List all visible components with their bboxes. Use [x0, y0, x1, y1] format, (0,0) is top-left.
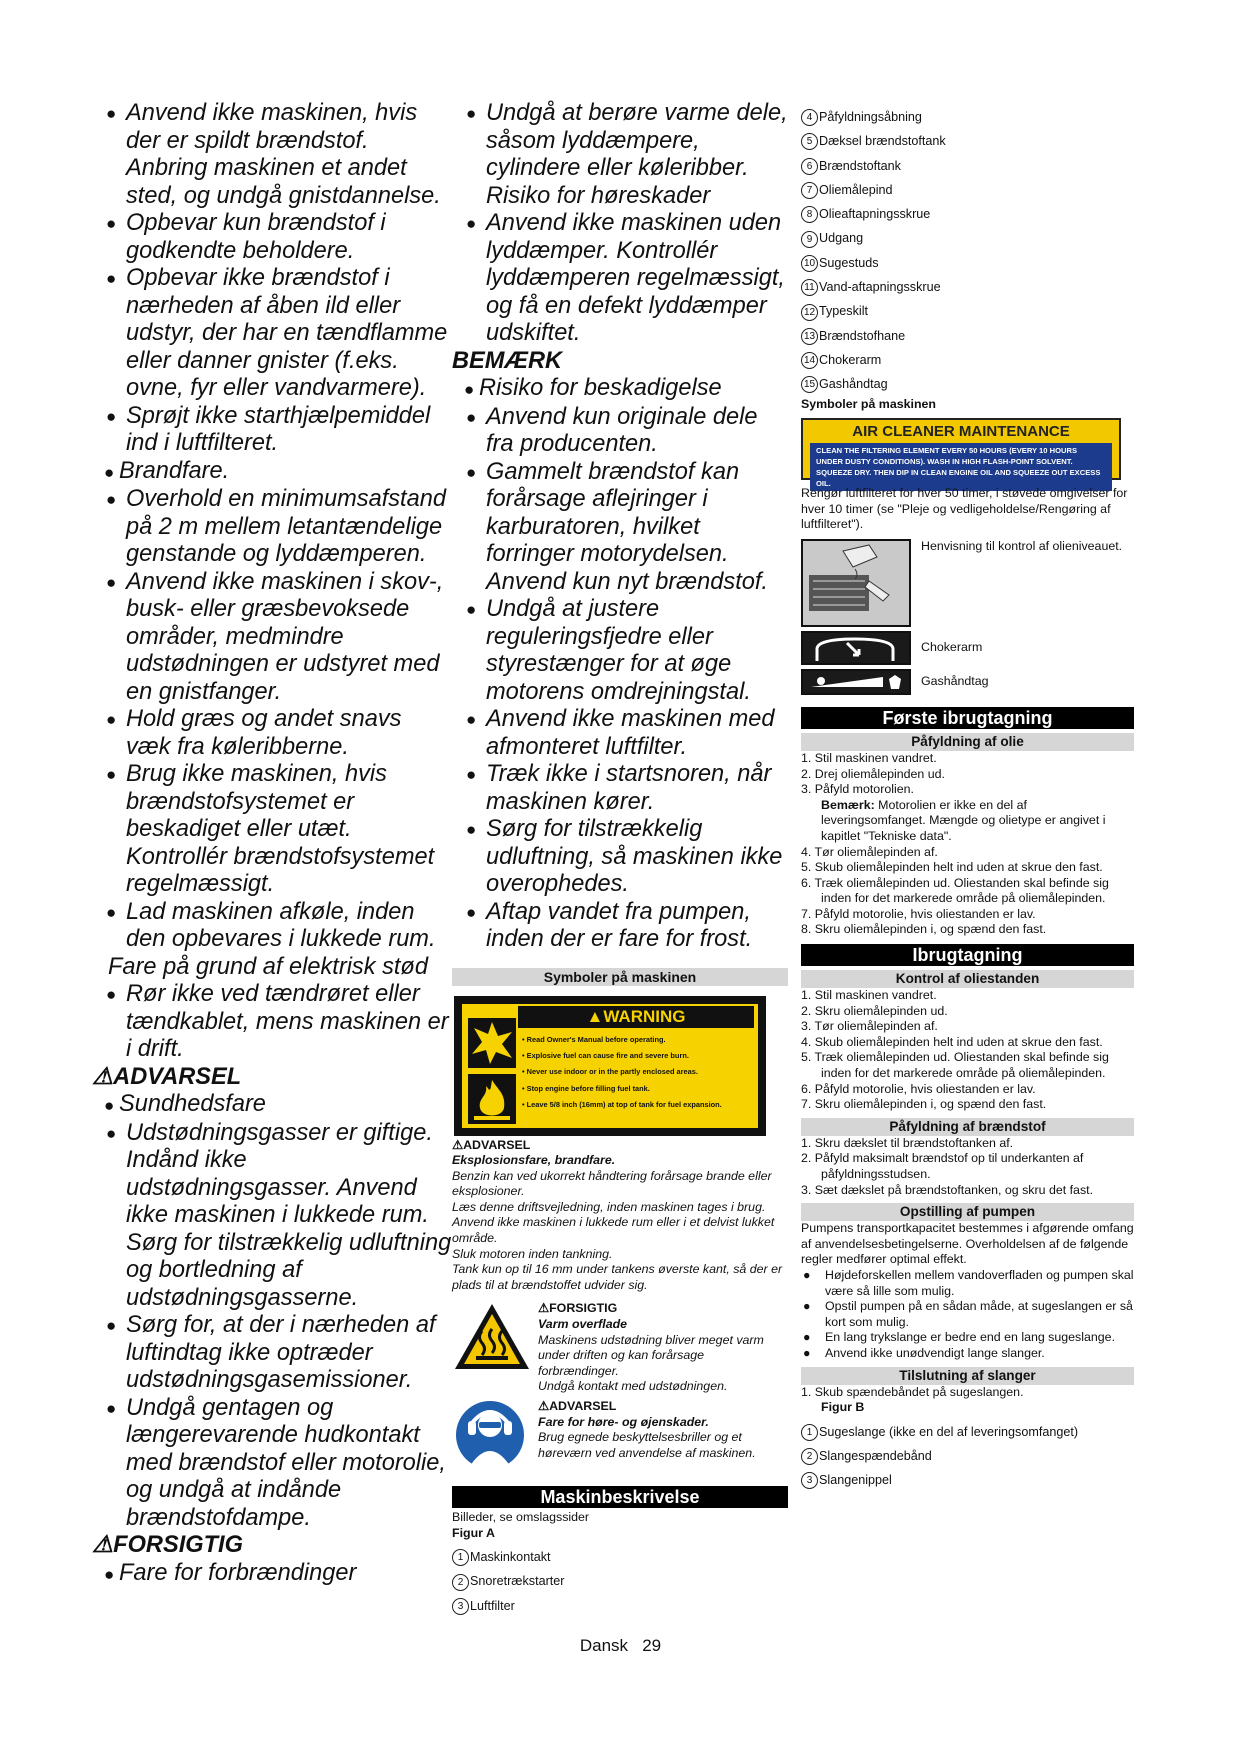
safety-item: Fare på grund af elektrisk stød [108, 953, 428, 980]
safety-item: ● Overhold en minimumsafstand på 2 m mellem letantændelige genstande og lyddæmperen. [92, 486, 452, 569]
part-label: Chokerarm [819, 352, 882, 367]
part-item [801, 251, 1134, 275]
desc-figure: Figur A [452, 1525, 495, 1540]
part-number-badge: 6 [801, 158, 818, 175]
adv-explosion-line: Benzin kan ved ukorrekt håndtering forårsage brande eller eksplosioner. [452, 1168, 772, 1199]
forsigtig-head: ⚠FORSIGTIG [538, 1301, 618, 1316]
hoses-figure: Figur B [821, 1400, 865, 1415]
part-label: Slangenippel [819, 1473, 892, 1488]
part-number-badge: 1 [452, 1549, 469, 1566]
safety-item: ● Opbevar kun brændstof i godkendte beholdere. [92, 210, 452, 265]
adv-explosion-block [452, 1138, 788, 1294]
safety-heading: ⚠FORSIGTIG [92, 1532, 243, 1558]
adv-explosion-line: Anvend ikke maskinen i lukkede rum eller i et delvist lukket område. [452, 1215, 775, 1246]
bullet-dot-icon: ● [803, 1330, 811, 1345]
fuel-warning-label [454, 996, 766, 1136]
hoses-header: Tilslutning af slanger [801, 1367, 1134, 1385]
throttle-symbol-text: Gashåndtag [921, 674, 989, 689]
part-number-badge: 1 [801, 1424, 818, 1441]
choke-icon [801, 631, 911, 665]
part-number-badge: 5 [801, 133, 818, 150]
forsigtig-line: Undgå kontakt med udstødningen. [538, 1379, 728, 1394]
page-number: 29 [642, 1636, 662, 1655]
safety-item: Risiko for høreskader [486, 182, 711, 209]
part-number-badge: 9 [801, 231, 818, 248]
machine-symbols-title: Symboler på maskinen [801, 396, 936, 411]
step-item: 1. Stil maskinen vandret. [801, 988, 937, 1003]
adv-explosion-line: Sluk motoren inden tankning. [452, 1246, 613, 1261]
oil-check-steps [801, 988, 1134, 1113]
desc-intro: Billeder, se omslagssider [452, 1510, 590, 1524]
step-item: 6. Træk oliemålepinden ud. Oliestanden skal befinde sig inden for det markerede område på oliemålepinden. [801, 875, 1109, 906]
step-item: 5. Træk oliemålepinden ud. Oliestanden skal befinde sig inden for det markerede område på oliemålepinden. [801, 1050, 1109, 1081]
adv-explosion-line: Tank kun op til 16 mm under tankens øverste kant, så der er plads til at brændstoffet udvider sig. [452, 1262, 783, 1292]
step-item: 7. Påfyld motorolie, hvis oliestanden er lav. [801, 906, 1036, 921]
part-label: Gashåndtag [819, 377, 888, 392]
fuel-fill-steps [801, 1136, 1134, 1198]
hot-surface-block [452, 1301, 788, 1395]
part-number-badge: 14 [801, 352, 818, 369]
pump-bullet-text: Opstil pumpen på en sådan måde, at sugeslangen er så kort som mulig. [825, 1299, 1133, 1329]
ppe-block [452, 1399, 788, 1476]
safety-item: ● Hold græs og andet snavs væk fra køleribberne. [92, 706, 452, 761]
part-label: Olieaftapningsskrue [819, 207, 931, 222]
part-number-badge: 7 [801, 182, 818, 199]
hot-surface-icon [452, 1301, 538, 1395]
part-item [801, 202, 1134, 226]
warning-triangle-icon: ▲ [586, 1006, 604, 1026]
step-item: 2. Skru oliemålepinden ud. [801, 1003, 948, 1018]
choke-symbol-row [801, 631, 1134, 665]
pump-bullet-item [801, 1346, 1134, 1362]
part-label: Dæksel brændstoftank [819, 134, 946, 149]
step-item: 4. Tør oliemålepinden af. [801, 844, 938, 859]
parts-list-a [452, 1545, 788, 1618]
bullet-dot-icon: ● [803, 1267, 811, 1282]
part-label: Snoretrækstarter [470, 1574, 565, 1589]
part-label: Udgang [819, 231, 864, 246]
warning-label-lines [522, 1032, 752, 1114]
safety-item: ● Anvend ikke maskinen uden lyddæmper. Kontrollér lyddæmperen regelmæssigt, og få en defekt lyddæmper udskiftet. [452, 210, 788, 348]
part-number-badge: 3 [452, 1598, 469, 1615]
choke-symbol-text: Chokerarm [921, 640, 983, 655]
hearing-eye-protection-icon [452, 1399, 538, 1476]
pump-bullet-text: Højdeforskellen mellem vandoverfladen og pumpen skal være så lille som mulig. [825, 1267, 1134, 1298]
adv-ppe-sub: Fare for høre- og øjenskader. [538, 1414, 709, 1429]
pump-bullet-text: En lang trykslange er bedre end en lang sugeslange. [825, 1330, 1116, 1345]
part-number-badge: 13 [801, 328, 818, 345]
safety-item: ● Træk ikke i startsnoren, når maskinen kører. [452, 761, 788, 816]
part-item [452, 1594, 788, 1618]
step-item: 7. Skru oliemålepinden i, og spænd den fast. [801, 1097, 1047, 1112]
air-cleaner-body: CLEAN THE FILTERING ELEMENT EVERY 50 HOURS (EVERY 10 HOURS UNDER DUSTY CONDITIONS). WASH IN HIGH FLASH-POINT SOLVENT. SQUEEZE DRY. THEN DIP IN CLEAN ENGINE OIL AND SQUEEZE OUT EXCESS OIL. [810, 443, 1112, 491]
warning-label-line: • Never use indoor or in the partly enclosed areas. [522, 1067, 698, 1077]
safety-item: ● Risiko for beskadigelse [452, 375, 788, 404]
air-cleaner-title: AIR CLEANER MAINTENANCE [852, 423, 1070, 441]
adv-ppe-line: Brug egnede beskyttelsesbriller og et høreværn ved anvendelse af maskinen. [538, 1430, 756, 1460]
step-item: 2. Drej oliemålepinden ud. [801, 766, 945, 781]
air-cleaner-label [801, 418, 1121, 489]
part-item [801, 324, 1134, 348]
part-item [801, 275, 1134, 299]
safety-item: ● Brug ikke maskinen, hvis brændstofsystemet er beskadiget eller utæt. Kontrollér brændstofsystemet regelmæssigt. [92, 761, 452, 899]
step-item: 1. Stil maskinen vandret. [801, 750, 937, 765]
step-item: 6. Påfyld motorolie, hvis oliestanden er lav. [801, 1081, 1036, 1096]
step-item: 5. Skub oliemålepinden helt ind uden at skrue den fast. [801, 860, 1103, 875]
safety-heading: BEMÆRK [452, 347, 563, 374]
oil-fill-steps [801, 751, 1134, 798]
safety-item: ● Brandfare. [92, 458, 452, 487]
throttle-symbol-row [801, 669, 1134, 695]
fire-icon [468, 1074, 516, 1124]
adv-ppe-head: ⚠ADVARSEL [538, 1399, 617, 1413]
oil-symbol-row [801, 539, 1134, 627]
safety-item: ● Undgå at justere reguleringsfjedre eller styrestænger for at øge motorens omdrejningstal. [452, 596, 788, 706]
safety-item: ● Anvend ikke maskinen i skov-, busk- eller græsbevoksede områder, medmindre udstødningen er udstyret med en gnistfanger. [92, 569, 452, 707]
part-item [801, 226, 1134, 250]
part-label: Maskinkontakt [470, 1550, 551, 1565]
safety-item: ● Udstødningsgasser er giftige. Indånd ikke udstødningsgasser. Anvend ikke maskinen i lukkede rum. Sørg for tilstrækkelig udluftning og bortledning af udstødningsgasserne. [92, 1120, 452, 1313]
adv-explosion-head: ⚠ADVARSEL [452, 1137, 531, 1152]
safety-item: ● Fare for forbrændinger [92, 1560, 452, 1589]
oil-fill-note: Bemærk: Motorolien er ikke en del af leveringsomfanget. Mængde og olietype er angivet i kapitlet "Tekniske data". [821, 797, 1106, 843]
warning-label-title: ▲WARNING [518, 1006, 754, 1028]
part-number-badge: 3 [801, 1472, 818, 1489]
part-number-badge: 2 [452, 1574, 469, 1591]
explosion-icon [468, 1018, 516, 1068]
safety-item: ● Sørg for tilstrækkelig udluftning, så maskinen ikke overophedes. [452, 816, 788, 899]
part-label: Luftfilter [470, 1598, 515, 1613]
part-item [801, 1468, 1134, 1492]
adv-explosion-sub: Eksplosionsfare, brandfare. [452, 1153, 616, 1168]
safety-item: ● Undgå at berøre varme dele, såsom lyddæmpere, cylindere eller køleribber. [452, 100, 788, 183]
step-item: 3. Sæt dækslet på brændstoftanken, og skru det fast. [801, 1182, 1094, 1197]
part-item [452, 1545, 788, 1569]
part-label: Sugestuds [819, 255, 879, 270]
pump-bullet-text: Anvend ikke unødvendigt lange slanger. [825, 1345, 1045, 1360]
part-number-badge: 11 [801, 279, 818, 296]
warning-label-line: • Stop engine before filling fuel tank. [522, 1083, 650, 1093]
part-label: Sugeslange (ikke en del af leveringsomfanget) [819, 1424, 1079, 1439]
part-number-badge: 2 [801, 1448, 818, 1465]
part-label: Typeskilt [819, 304, 868, 319]
oil-level-icon [801, 539, 911, 627]
pump-bullet-item [801, 1268, 1134, 1299]
part-number-badge: 15 [801, 376, 818, 393]
part-label: Oliemålepind [819, 182, 893, 197]
pump-setup-header: Opstilling af pumpen [801, 1203, 1134, 1221]
fuel-fill-header: Påfyldning af brændstof [801, 1118, 1134, 1136]
forsigtig-line: Maskinens udstødning bliver meget varm under driften og kan forårsage forbrændinger. [538, 1332, 764, 1378]
safety-item: ● Anvend kun originale dele fra producenten. [452, 404, 788, 459]
throttle-icon [801, 669, 911, 695]
pump-bullet-item [801, 1299, 1134, 1330]
part-item [801, 105, 1134, 129]
adv-ppe-text [538, 1430, 788, 1461]
part-item [801, 1444, 1134, 1468]
safety-item: ● Gammelt brændstof kan forårsage aflejringer i karburatoren, hvilket forringer motorydelsen. Anvend kun nyt brændstof. [452, 459, 788, 597]
safety-item: ● Rør ikke ved tændrøret eller tændkablet, mens maskinen er i drift. [92, 981, 452, 1064]
symbols-header: Symboler på maskinen [452, 968, 788, 986]
safety-item: ● Sørg for, at der i nærheden af luftindtag ikke optræder udstødningsgasemissioner. [92, 1312, 452, 1395]
oil-symbol-text: Henvisning til kontrol af olieniveauet. [921, 538, 1123, 553]
warning-label-line: • Explosive fuel can cause fire and severe burn. [522, 1050, 689, 1060]
part-item [801, 129, 1134, 153]
adv-explosion-line: Læs denne driftsvejledning, inden maskinen tages i brug. [452, 1199, 766, 1214]
safety-heading: ⚠ADVARSEL [92, 1063, 242, 1090]
forsigtig-sub: Varm overflade [538, 1317, 628, 1332]
operation-header: Ibrugtagning [801, 944, 1134, 966]
oil-fill-header: Påfyldning af olie [801, 733, 1134, 751]
adv-explosion-text [452, 1169, 788, 1294]
part-item [801, 372, 1134, 396]
step-item: 3. Påfyld motorolien. [801, 782, 914, 797]
part-number-badge: 4 [801, 109, 818, 126]
safety-list-2 [452, 100, 788, 954]
step-item: 3. Tør oliemålepinden af. [801, 1019, 938, 1034]
oil-check-header: Kontrol af oliestanden [801, 970, 1134, 988]
bullet-dot-icon: ● [803, 1345, 811, 1360]
safety-item: ● Sundhedsfare [92, 1091, 452, 1120]
part-item [452, 1569, 788, 1593]
hose-parts-list [801, 1420, 1134, 1493]
safety-column-2 [452, 100, 788, 1618]
warning-label-line: • Leave 5/8 inch (16mm) at top of tank for fuel expansion. [522, 1100, 722, 1110]
pump-setup-bullets [801, 1268, 1134, 1362]
safety-column-1 [92, 100, 452, 1588]
part-item [801, 348, 1134, 372]
part-label: Brændstoftank [819, 158, 901, 173]
machine-description-header: Maskinbeskrivelse [452, 1486, 788, 1508]
part-label: Påfyldningsåbning [819, 110, 922, 124]
forsigtig-text [538, 1333, 788, 1395]
step-item: 1. Skru dækslet til brændstoftanken af. [801, 1135, 1014, 1150]
safety-item: ● Anvend ikke maskinen med afmonteret luftfilter. [452, 706, 788, 761]
pump-setup-intro: Pumpens transportkapacitet bestemmes i afgørende omfang af anvendelsesbetingelserne. Overholdelsen af de følgende regler medfører optimal effekt. [801, 1221, 1134, 1267]
step-item: 4. Skub oliemålepinden helt ind uden at skrue den fast. [801, 1034, 1103, 1049]
first-use-header: Første ibrugtagning [801, 707, 1134, 729]
part-item [801, 299, 1134, 323]
parts-list-b [801, 105, 1134, 397]
column-3 [801, 105, 1134, 1493]
step-item: 2. Påfyld maksimalt brændstof op til underkanten af påfyldningsstudsen. [801, 1151, 1084, 1181]
part-item [801, 154, 1134, 178]
part-item [801, 178, 1134, 202]
safety-item: ● Lad maskinen afkøle, inden den opbevares i lukkede rum. [92, 899, 452, 954]
safety-item: ● Anvend ikke maskinen, hvis der er spildt brændstof. Anbring maskinen et andet sted, og undgå gnistdannelse. [92, 100, 452, 210]
part-label: Vand-aftapningsskrue [819, 280, 941, 295]
part-number-badge: 12 [801, 304, 818, 321]
oil-fill-steps-2 [801, 845, 1134, 939]
bullet-dot-icon: ● [803, 1299, 811, 1314]
warning-label-line: • Read Owner's Manual before operating. [522, 1034, 666, 1044]
part-number-badge: 10 [801, 255, 818, 272]
safety-item: ● Sprøjt ikke starthjælpemiddel ind i luftfilteret. [92, 403, 452, 458]
step-item: 8. Skru oliemålepinden i, og spænd den fast. [801, 922, 1047, 937]
part-label: Brændstofhane [819, 328, 906, 343]
part-item [801, 1420, 1134, 1444]
hoses-step: 1. Skub spændebåndet på sugeslangen. [801, 1384, 1024, 1399]
air-cleaner-caption: Rengør luftfilteret for hver 50 timer, i støvede omgivelser for hver 10 timer (se "Pleje og vedligeholdelse/Rengøring af luftfilteret"). [801, 486, 1128, 532]
safety-item: ● Undgå gentagen og længerevarende hudkontakt med brændstof eller motorolie, og undgå at indånde brændstofdampe. [92, 1395, 452, 1533]
pump-bullet-item [801, 1330, 1134, 1346]
safety-item: ● Aftap vandet fra pumpen, inden der er fare for frost. [452, 899, 788, 954]
footer-language: Dansk [579, 1636, 629, 1655]
safety-item: ● Opbevar ikke brændstof i nærheden af åben ild eller udstyr, der har en tændflamme eller danner gnister (f.eks. ovne, fyr eller vandvarmere). [92, 265, 452, 403]
page-footer [0, 1636, 1241, 1656]
part-number-badge: 8 [801, 206, 818, 223]
part-label: Slangespændebånd [819, 1449, 932, 1464]
